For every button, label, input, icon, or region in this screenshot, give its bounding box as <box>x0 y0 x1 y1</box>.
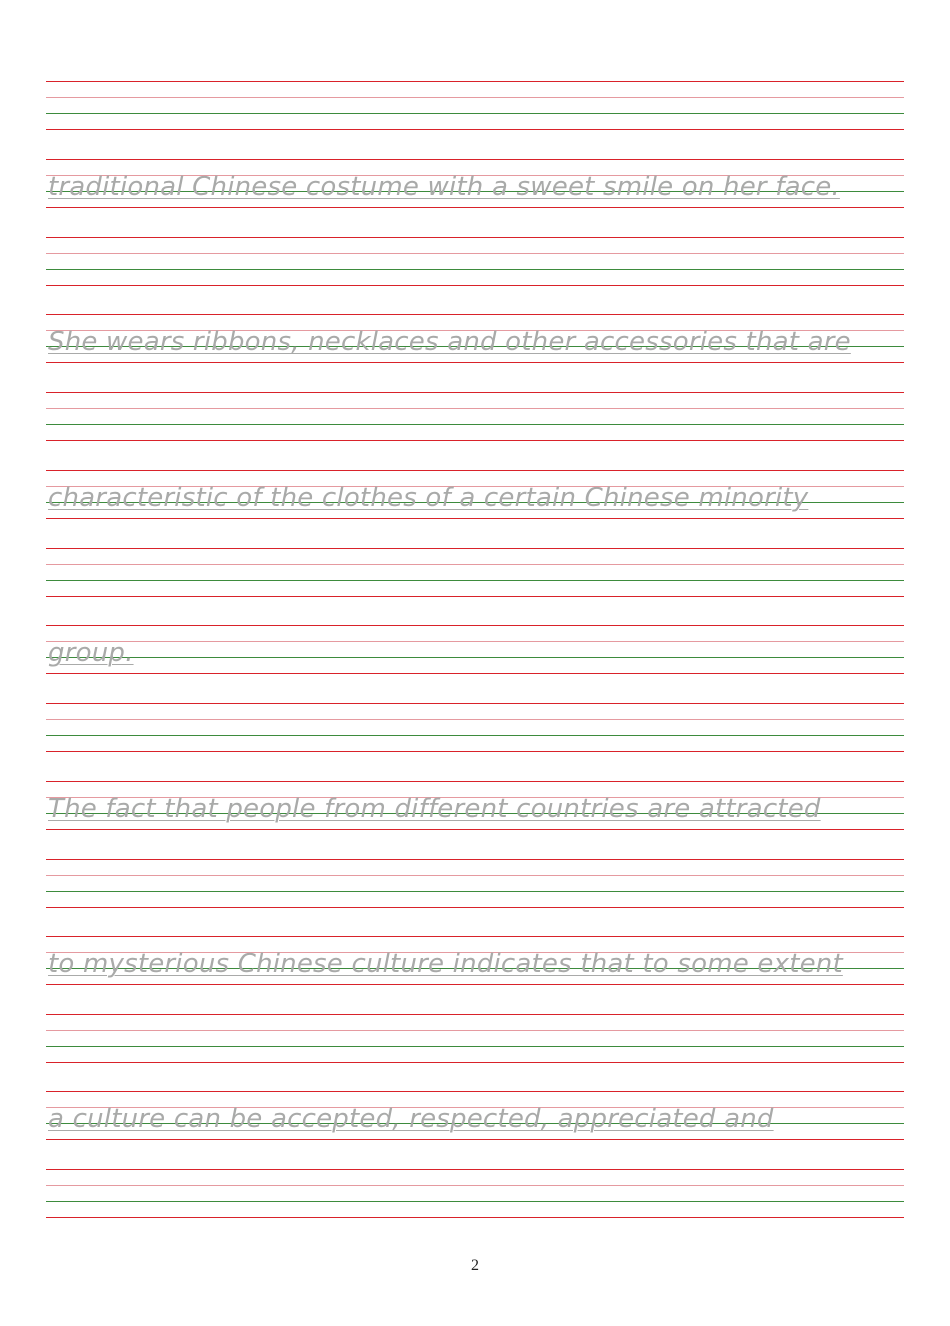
top-rule <box>46 1091 904 1092</box>
baseline-rule <box>46 269 904 270</box>
top-rule <box>46 936 904 937</box>
top-rule <box>46 159 904 160</box>
baseline-rule <box>46 1201 904 1202</box>
top-rule <box>46 237 904 238</box>
writing-row <box>46 1169 904 1217</box>
writing-row <box>46 703 904 751</box>
top-rule <box>46 625 904 626</box>
trace-text: group. <box>48 638 134 668</box>
baseline-rule <box>46 735 904 736</box>
baseline-rule <box>46 657 904 658</box>
trace-text: The fact that people from different countries are attracted <box>48 794 821 824</box>
writing-row <box>46 548 904 596</box>
bottom-rule <box>46 362 904 363</box>
top-rule <box>46 703 904 704</box>
top-rule <box>46 314 904 315</box>
top-rule <box>46 1014 904 1015</box>
writing-row <box>46 1014 904 1062</box>
bottom-rule <box>46 207 904 208</box>
bottom-rule <box>46 751 904 752</box>
middle-rule <box>46 1185 904 1186</box>
trace-text: to mysterious Chinese culture indicates that to some extent <box>48 949 843 979</box>
writing-row <box>46 859 904 907</box>
middle-rule <box>46 1030 904 1031</box>
middle-rule <box>46 719 904 720</box>
trace-text: a culture can be accepted, respected, appreciated and <box>48 1104 774 1134</box>
baseline-rule <box>46 424 904 425</box>
top-rule <box>46 392 904 393</box>
writing-row <box>46 159 904 207</box>
bottom-rule <box>46 829 904 830</box>
writing-row <box>46 314 904 362</box>
top-rule <box>46 548 904 549</box>
trace-text: characteristic of the clothes of a certain Chinese minority <box>48 483 809 513</box>
middle-rule <box>46 97 904 98</box>
writing-row <box>46 625 904 673</box>
baseline-rule <box>46 580 904 581</box>
baseline-rule <box>46 113 904 114</box>
middle-rule <box>46 408 904 409</box>
top-rule <box>46 470 904 471</box>
page-number: 2 <box>471 1257 479 1274</box>
writing-row <box>46 1091 904 1139</box>
top-rule <box>46 81 904 82</box>
trace-text: traditional Chinese costume with a sweet smile on her face. <box>48 172 840 202</box>
trace-text: She wears ribbons, necklaces and other accessories that are <box>48 327 851 357</box>
writing-row <box>46 936 904 984</box>
bottom-rule <box>46 440 904 441</box>
bottom-rule <box>46 984 904 985</box>
middle-rule <box>46 875 904 876</box>
writing-row <box>46 392 904 440</box>
bottom-rule <box>46 1139 904 1140</box>
middle-rule <box>46 253 904 254</box>
top-rule <box>46 781 904 782</box>
bottom-rule <box>46 673 904 674</box>
bottom-rule <box>46 129 904 130</box>
middle-rule <box>46 641 904 642</box>
writing-row <box>46 781 904 829</box>
writing-row <box>46 81 904 129</box>
middle-rule <box>46 564 904 565</box>
bottom-rule <box>46 1217 904 1218</box>
bottom-rule <box>46 1062 904 1063</box>
bottom-rule <box>46 285 904 286</box>
baseline-rule <box>46 891 904 892</box>
writing-row <box>46 470 904 518</box>
top-rule <box>46 859 904 860</box>
writing-row <box>46 237 904 285</box>
bottom-rule <box>46 907 904 908</box>
top-rule <box>46 1169 904 1170</box>
bottom-rule <box>46 518 904 519</box>
baseline-rule <box>46 1046 904 1047</box>
bottom-rule <box>46 596 904 597</box>
